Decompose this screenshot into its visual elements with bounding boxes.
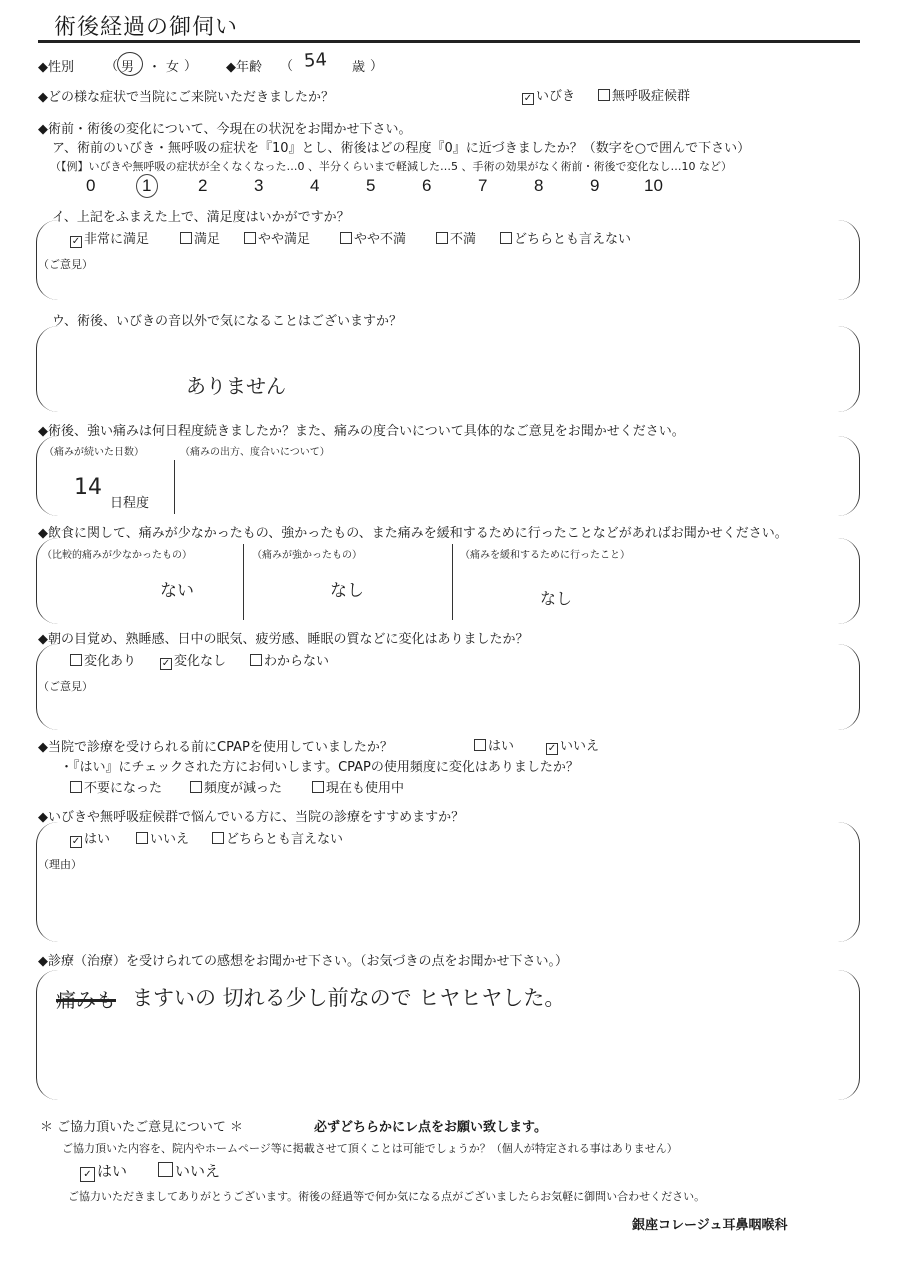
q6-text: ◆当院で診療を受けられる前にCPAPを使用していましたか？ (38, 740, 393, 755)
age-label: ◆年齢 (226, 60, 262, 75)
sleep-option-label: わからない (264, 654, 330, 669)
satisfaction-opinion-label: （ご意見） (38, 258, 93, 271)
recommend-yes[interactable] (70, 828, 110, 848)
cpap-yes-label: はい (488, 739, 515, 754)
q1-text: ◆どの様な症状で当院にご来院いただきましたか？ (38, 90, 334, 105)
scale-5[interactable]: 5 (366, 176, 376, 195)
age-open-paren: （ (280, 59, 294, 74)
satisfaction-label: 非常に満足 (84, 232, 150, 247)
checkbox-icon[interactable] (212, 832, 224, 844)
satisfaction-dis[interactable] (436, 228, 476, 247)
recommend-label: いいえ (150, 832, 190, 847)
gender-dot: ・ (148, 60, 162, 75)
q6-sub-text: ・『はい』にチェックされた方にお伺いします。CPAPの使用頻度に変化はありましたか？ (60, 760, 579, 775)
q1-option-apnea[interactable] (598, 85, 690, 104)
age-value[interactable]: 54 (303, 49, 328, 72)
sleep-option-nochange[interactable] (160, 650, 226, 670)
sleep-option-label: 変化あり (84, 654, 137, 669)
checkbox-icon[interactable] (70, 654, 82, 666)
food-divider-2 (452, 544, 453, 620)
checkbox-icon[interactable] (136, 832, 148, 844)
age-suffix: 歳 (352, 60, 366, 75)
q4-text: ◆飲食に関して、痛みが少なかったもの、強かったもの、また痛みを緩和するために行ったことなどがあればお聞かせください。 (38, 526, 788, 541)
q1-option-apnea-label: 無呼吸症候群 (612, 89, 691, 104)
recommend-reason-label: （理由） (38, 858, 82, 871)
scale-0[interactable]: 0 (86, 176, 96, 195)
satisfaction-neither[interactable] (500, 228, 631, 247)
recommend-no[interactable] (136, 828, 189, 847)
gender-female[interactable]: 女 (166, 60, 180, 75)
gender-label: ◆性別 (38, 60, 74, 75)
cpap-sub-label: 頻度が減った (204, 781, 283, 796)
recommend-label: どちらとも言えない (226, 832, 344, 847)
scale-1[interactable]: 1 (142, 176, 152, 195)
sleep-option-changed[interactable] (70, 650, 136, 669)
q2-i-text: イ、上記をふまえた上で、満足度はいかがですか？ (52, 210, 350, 225)
scale-8[interactable]: 8 (534, 176, 544, 195)
pain-days-label: （痛みが続いた日数） (44, 447, 144, 458)
checkbox-checked-icon[interactable]: ✓ (71, 236, 81, 247)
cpap-sub-label: 現在も使用中 (326, 781, 405, 796)
cpap-sub-still[interactable] (312, 777, 404, 796)
u-answer[interactable]: ありません (186, 374, 286, 398)
checkbox-icon[interactable] (436, 232, 448, 244)
satisfaction-label: やや不満 (354, 232, 407, 247)
checkbox-icon[interactable] (158, 1162, 173, 1177)
satisfaction-label: やや満足 (258, 232, 311, 247)
checkbox-icon[interactable] (70, 781, 82, 793)
pain-days-suffix: 日程度 (110, 496, 150, 511)
scale-4[interactable]: 4 (310, 176, 320, 195)
pain-days-value[interactable]: 14 (74, 475, 102, 500)
cpap-yes[interactable] (474, 735, 514, 754)
clinic-name: 銀座コレージュ耳鼻咽喉科 (632, 1218, 788, 1233)
checkbox-icon[interactable] (244, 232, 256, 244)
q2-a-text: ア、術前のいびき・無呼吸の症状を『10』とし、術後はどの程度『0』に近づきましたか？（数字を○で囲んで下さい） (52, 141, 751, 156)
satisfaction-label: 不満 (450, 232, 477, 247)
title-divider (38, 40, 860, 43)
food-ans3[interactable]: なし (540, 589, 573, 608)
food-col1-label: （比較的痛みが少なかったもの） (42, 550, 192, 561)
q1-option-snoring[interactable] (522, 85, 575, 105)
checkbox-checked-icon[interactable]: ✓ (80, 1167, 95, 1182)
impression-answer[interactable]: ますいの 切れる少し前なので ヒヤヒヤした。 (132, 986, 566, 1010)
footer-thanks: ご協力いただきましてありがとうございます。術後の経過等で何か気になる点がございましたらお気軽に御問い合わせください。 (68, 1190, 706, 1203)
satisfaction-label: 満足 (194, 232, 221, 247)
scale-6[interactable]: 6 (422, 176, 432, 195)
footer-bold-text: 必ずどちらかにレ点をお願い致します。 (314, 1120, 547, 1135)
checkbox-icon[interactable] (500, 232, 512, 244)
checkbox-icon[interactable] (180, 232, 192, 244)
q7-text: ◆いびきや無呼吸症候群で悩んでいる方に、当院の診療をすすめますか？ (38, 810, 465, 825)
scale-7[interactable]: 7 (478, 176, 488, 195)
food-col2-label: （痛みが強かったもの） (252, 550, 362, 561)
checkbox-icon[interactable] (598, 89, 610, 101)
scale-3[interactable]: 3 (254, 176, 264, 195)
satisfaction-very[interactable] (70, 228, 149, 248)
gender-close-paren: ） (184, 59, 198, 74)
food-ans1[interactable]: ない (160, 581, 194, 601)
footer-star-text: ＊ ご協力頂いたご意見について ＊ (40, 1120, 244, 1135)
checkbox-icon[interactable] (190, 781, 202, 793)
checkbox-icon[interactable] (474, 739, 486, 751)
publish-no[interactable] (158, 1160, 220, 1181)
checkbox-checked-icon[interactable]: ✓ (547, 743, 557, 754)
checkbox-icon[interactable] (340, 232, 352, 244)
q5-text: ◆朝の目覚め、熟睡感、日中の眠気、疲労感、睡眠の質などに変化はありましたか？ (38, 632, 529, 647)
checkbox-checked-icon[interactable]: ✓ (523, 93, 533, 104)
q3-text: ◆術後、強い痛みは何日程度続きましたか？また、痛みの度合いについて具体的なご意見をお聞かせください。 (38, 424, 685, 439)
checkbox-icon[interactable] (250, 654, 262, 666)
publish-no-label: いいえ (175, 1162, 221, 1180)
cpap-sub-label: 不要になった (84, 781, 163, 796)
sleep-option-label: 変化なし (174, 654, 227, 669)
cpap-sub-reduced[interactable] (190, 777, 282, 796)
gender-male[interactable]: 男 (121, 60, 135, 75)
satisfaction-somewhat-dis[interactable] (340, 228, 406, 247)
q2-u-text: ウ、術後、いびきの音以外で気になることはございますか？ (52, 314, 402, 329)
publish-yes[interactable] (80, 1160, 127, 1182)
cpap-sub-unneeded[interactable] (70, 777, 162, 796)
satisfaction-label: どちらとも言えない (514, 232, 632, 247)
pain-degree-label: （痛みの出方、度合いについて） (180, 447, 330, 458)
u-answer-box (36, 326, 860, 412)
cpap-no[interactable] (546, 735, 599, 755)
satisfaction-somewhat[interactable] (244, 228, 310, 247)
q8-text: ◆診療（治療）を受けられての感想をお聞かせ下さい。（お気づきの点をお聞かせ下さい。） (38, 954, 568, 969)
footer-question: ご協力頂いた内容を、院内やホームページ等に掲載させて頂くことは可能でしょうか？（個人が特定される事はありません） (62, 1142, 678, 1155)
page-title: 術後経過の御伺い (54, 15, 239, 40)
scale-10[interactable]: 10 (644, 176, 663, 195)
age-close-paren: ） (370, 59, 384, 74)
sleep-option-unknown[interactable] (250, 650, 329, 669)
publish-yes-label: はい (97, 1162, 128, 1180)
scale-selection-mark (136, 174, 158, 198)
recommend-label: はい (84, 832, 111, 847)
food-ans2[interactable]: なし (330, 581, 364, 601)
q1-option-snoring-label: いびき (536, 89, 576, 104)
checkbox-checked-icon[interactable]: ✓ (71, 836, 81, 847)
recommend-neither[interactable] (212, 828, 343, 847)
impression-struck-text: 痛みも (56, 988, 116, 1012)
q2-example: （【例】いびきや無呼吸の症状が全くなくなった…0 、半分くらいまで軽減した…5 、手術の効果がなく術前・術後で変化なし…10 など） (50, 160, 732, 173)
cpap-no-label: いいえ (560, 739, 600, 754)
pain-divider (174, 460, 175, 514)
checkbox-icon[interactable] (312, 781, 324, 793)
scale-9[interactable]: 9 (590, 176, 600, 195)
satisfaction-satisfied[interactable] (180, 228, 220, 247)
pain-box (36, 436, 860, 516)
scale-2[interactable]: 2 (198, 176, 208, 195)
food-col3-label: （痛みを緩和するために行ったこと） (460, 550, 630, 561)
food-divider-1 (243, 544, 244, 620)
gender-open-paren: （ (105, 59, 119, 74)
sleep-opinion-label: （ご意見） (38, 680, 93, 693)
q2-text: ◆術前・術後の変化について、今現在の状況をお聞かせ下さい。 (38, 122, 412, 137)
checkbox-checked-icon[interactable]: ✓ (161, 658, 171, 669)
